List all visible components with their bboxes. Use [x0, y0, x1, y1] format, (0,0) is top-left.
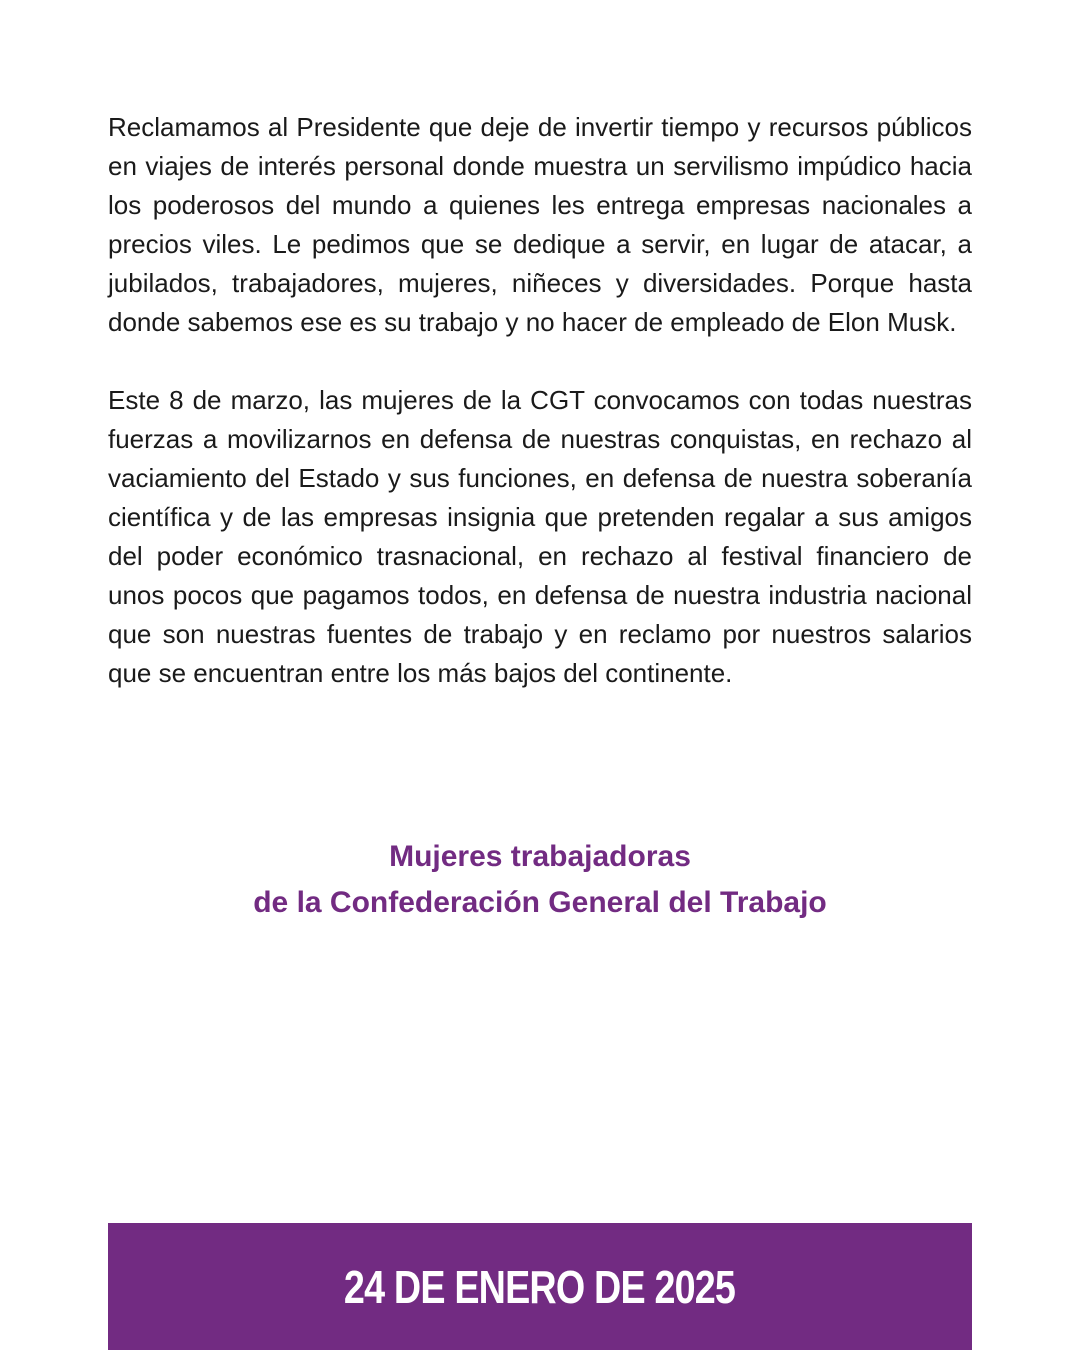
signature-line-1: Mujeres trabajadoras: [389, 840, 691, 873]
signature-block: [108, 834, 972, 926]
date-banner: [108, 1223, 972, 1350]
paragraph-1: Reclamamos al Presidente que deje de invertir tiempo y recursos públicos en viajes de interés personal donde muestra un servilismo impúdico hacia los poderosos del mundo a quienes les entrega empresas nacionales a precios viles. Le pedimos que se dedique a servir, en lugar de atacar, a jubilados, trabajadores, mujeres, niñeces y diversidades. Porque hasta donde sabemos ese es su trabajo y no hacer de empleado de Elon Musk.: [108, 112, 972, 337]
paragraph-2: Este 8 de marzo, las mujeres de la CGT convocamos con todas nuestras fuerzas a movilizarnos en defensa de nuestras conquistas, en rechazo al vaciamiento del Estado y sus funciones, en defensa de nuestra soberanía científica y de las empresas insignia que pretenden regalar a sus amigos del poder económico trasnacional, en rechazo al festival financiero de unos pocos que pagamos todos, en defensa de nuestra industria nacional que son nuestras fuentes de trabajo y en reclamo por nuestros salarios que se encuentran entre los más bajos del continente.: [108, 385, 972, 688]
date-label: 24 DE ENERO DE 2025: [344, 1260, 736, 1313]
signature-line-2: de la Confederación General del Trabajo: [253, 886, 827, 919]
statement-body: [108, 108, 972, 693]
